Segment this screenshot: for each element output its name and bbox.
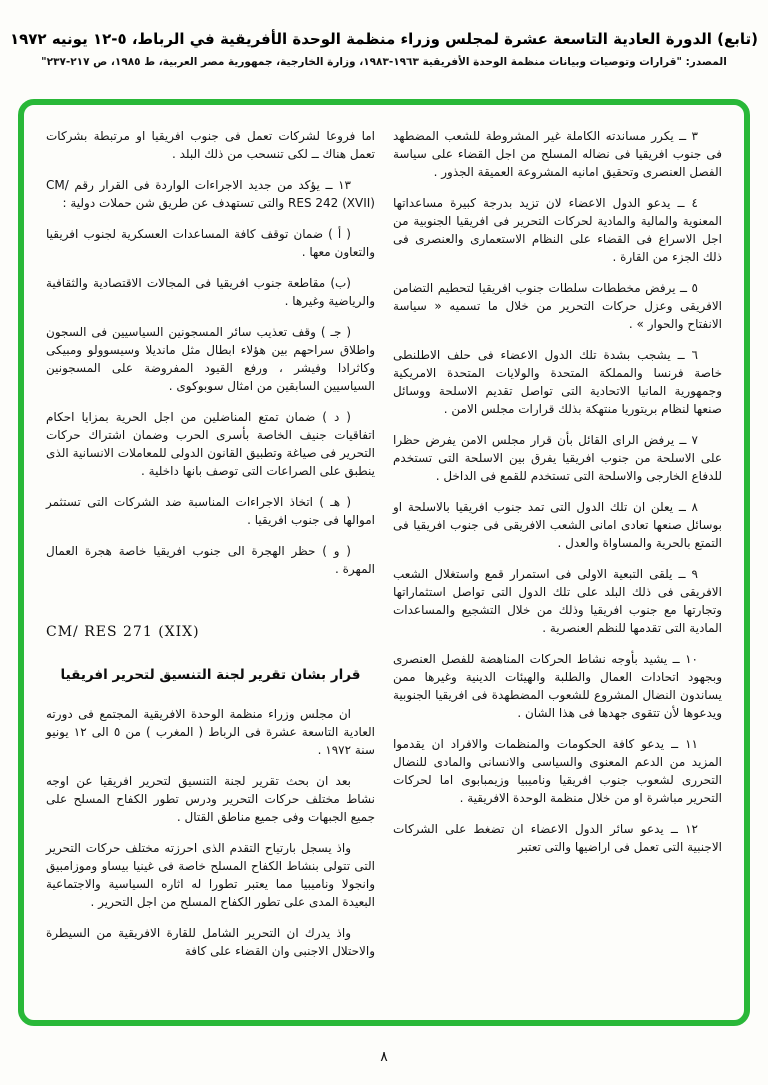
green-frame xyxy=(18,99,750,1026)
page-header xyxy=(0,0,768,68)
clause-5: ٥ ــ يرفض مخططات سلطات جنوب افريقيا لتحطيم التضامن الافريقى وعزل حركات التحرير من خلال ما تسميه « سياسة الانفتاح والحوار » . xyxy=(393,281,722,331)
preamble-4: واذ يدرك ان التحرير الشامل للقارة الافريقية من السيطرة والاحتلال الاجنبى وان القضاء على كافة xyxy=(46,926,375,959)
clause-6: ٦ ــ يشجب بشدة تلك الدول الاعضاء فى حلف الاطلنطى خاصة فرنسا والمملكة المتحدة والولايات المتحدة الامريكية وجمهورية المانيا الاتحادية التى تواصل تقديم الاسلحة ووسائل صنعها لنظام بريتوريا منتهكة بذلك قرارات مجلس الامن . xyxy=(393,348,722,416)
subclause-j: ( جـ ) وقف تعذيب سائر المسجونين السياسيين فى السجون واطلاق سراحهم بين هؤلاء ابطال مثل مانديلا وسيسوولو ومبيكى وكاثرادا وفيشر ، ورفع القيود المفروضة على المسجونين السياسيين السابقين من امثال سوبوكوى . xyxy=(46,325,375,393)
preamble-1: ان مجلس وزراء منظمة الوحدة الافريقية المجتمع فى دورته العادية التاسعة عشرة فى الرباط ( المغرب ) من ٥ الى ١٢ يونيو سنة ١٩٧٢ . xyxy=(46,707,375,758)
clause-12: ١٢ ــ يدعو سائر الدول الاعضاء ان تضغط على الشركات الاجنبية التى تعمل فى اراضيها والتى تعتبر xyxy=(393,822,722,854)
subclause-b: (ب) مقاطعة جنوب افريقيا فى المجالات الاقتصادية والثقافية والرياضية وغيرها . xyxy=(46,276,375,308)
subclause-w: ( و ) حظر الهجرة الى جنوب افريقيا خاصة هجرة العمال المهرة . xyxy=(46,544,375,576)
clause-8: ٨ ــ يعلن ان تلك الدول التى تمد جنوب افريقيا بالاسلحة او بوسائل صنعها تعادى امانى الشعب الافريقى فى جنوب افريقيا فى التمتع بالحرية والمساواة والعدل . xyxy=(393,500,722,550)
page-number: ٨ xyxy=(380,1049,388,1065)
clause-11: ١١ ــ يدعو كافة الحكومات والمنظمات والافراد ان يقدموا المزيد من الدعم المعنوى والسياسى والانسانى والمادى للنضال التحررى لشعوب جنوب افريقيا وناميبيا وزيمبابوى اما لحركات التحرير مباشرة او من خلال منظمة الوحدة الافريقية . xyxy=(393,737,722,805)
clause-12-continuation: اما فروعا لشركات تعمل فى جنوب افريقيا او مرتبطة بشركات تعمل هناك ــ لكى تنسحب من ذلك البلد . xyxy=(46,129,375,161)
clause-13: ١٣ ــ يؤكد من جديد الاجراءات الواردة فى القرار رقم CM/ RES 242 (XVII) والتى تستهدف عن طريق شن حملات دولية : xyxy=(46,178,375,210)
column-right xyxy=(393,127,722,1002)
subclause-a: ( أ ) ضمان توقف كافة المساعدات العسكرية لجنوب افريقيا والتعاون معها . xyxy=(46,227,375,259)
subclause-d: ( د ) ضمان تمتع المناضلين من اجل الحرية بمزايا احكام اتفاقيات جنيف الخاصة بأسرى الحرب وضمان اشتراك حركات التحرير فى صياغة وتطبيق القانون الدولى للمعاملات الانسانية الذى ينطبق على الصراعات التى توصف بانها داخلية . xyxy=(46,410,375,478)
clause-7: ٧ ــ يرفض الراى القائل بأن قرار مجلس الامن يفرض حظرا على الاسلحة من جنوب افريقيا يفرق بين الاسلحة التى تستخدم للدفاع الخارجى والاسلحة التى تستخدم للقمع فى الداخل . xyxy=(393,433,722,483)
header-title: (تابع) الدورة العادية التاسعة عشرة لمجلس وزراء منظمة الوحدة الأفريقية في الرباط، ٥-١٢ يونيه ١٩٧٢ xyxy=(9,30,759,48)
preamble-2: بعد ان بحث تقرير لجنة التنسيق لتحرير افريقيا عن اوجه نشاط مختلف حركات التحرير ودرس تطور الكفاح المسلح على جميع الجبهات وفى جميع مناطق القتال . xyxy=(46,774,375,825)
column-left xyxy=(46,127,375,1002)
header-source-line: المصدر: "قرارات وتوصيات وبيانات منظمة الوحدة الأفريقية ١٩٦٣-١٩٨٣، وزارة الخارجية، جمهورية مصر العربية، ط ١٩٨٥، ص ٢١٧-٢٣٧" xyxy=(41,56,727,68)
resolution-title: قرار بشان تقرير لجنة التنسيق لتحرير افريقيا xyxy=(60,667,361,683)
clause-9: ٩ ــ يلقى التبعية الاولى فى استمرار قمع واستغلال الشعب الافريقى فى ذلك البلد على تلك الدول التى تواصل استثماراتها وتجارتها مع جنوب افريقيا وذلك من خلال التشجيع والمساعدات المادية التى تقدمها للنظم العنصرية . xyxy=(393,567,722,635)
subclause-h: ( هـ ) اتخاذ الاجراءات المناسبة ضد الشركات التى تستثمر اموالها فى جنوب افريقيا . xyxy=(46,495,375,527)
clause-10: ١٠ ــ يشيد بأوجه نشاط الحركات المناهضة للفصل العنصرى وبجهود اتحادات العمال والطلبة والهيئات الدينية وغيرها ممن يساندون النضال المشروع للشعوب المضطهدة فى افريقيا الجنوبية ويدعوها لأن تتقوى جهدها فى هذا الشان . xyxy=(393,652,722,720)
preamble-3: واذ يسجل بارتياح التقدم الذى احرزته مختلف حركات التحرير التى تتولى بنشاط الكفاح المسلح خاصة فى غينيا بيساو وموزامبيق وانجولا وناميبيا مما يعتبر تطورا له اثاره السياسية والاجتماعية البعيدة المدى على تطور الكفاح المسلح من اجل التحرير . xyxy=(46,841,375,910)
resolution-code: CM/ RES 271 (XIX) xyxy=(46,624,200,640)
clause-4: ٤ ــ يدعو الدول الاعضاء لان تزيد بدرجة كبيرة مساعداتها المعنوية والمالية والمادية لحركات التحرير فى افريقيا الجنوبية من اجل الاسراع فى القضاء على النظام الاستعمارى والعنصرى فى ذلك الجزء من القارة . xyxy=(393,196,722,264)
clause-3: ٣ ــ يكرر مساندته الكاملة غير المشروطة للشعب المضطهد فى جنوب افريقيا فى نضاله المسلح من اجل القضاء على سياسة الفصل العنصرى وتحقيق امانيه المشروعة العميقة الجذور . xyxy=(393,129,722,179)
